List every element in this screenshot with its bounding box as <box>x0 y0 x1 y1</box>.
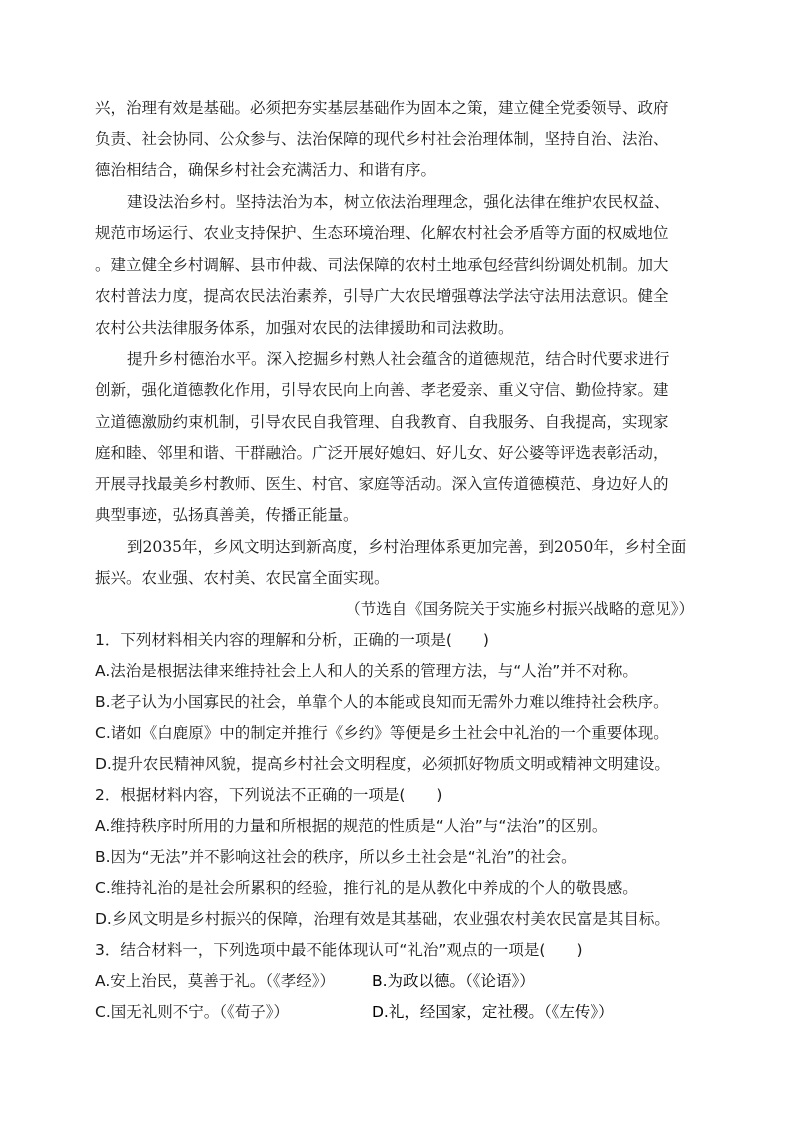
option-a: A.法治是根据法律来维持社会上人和人的关系的管理方法，与“人治”并不对称。 <box>95 662 638 680</box>
passage-line: 创新，强化道德教化作用，引导农民向上向善、孝老爱亲、重义守信、勤俭持家。建 <box>95 381 669 399</box>
passage-line: 到2035年，乡风文明达到新高度，乡村治理体系更加完善，到2050年，乡村全面 <box>127 538 687 556</box>
passage-line: 提升乡村德治水平。深入挖掘乡村熟人社会蕴含的道德规范，结合时代要求进行 <box>127 350 670 368</box>
question-stem: 3．结合材料一，下列选项中最不能体现认可“礼治”观点的一项是( ) <box>95 941 583 959</box>
passage-line: 德治相结合，确保乡村社会充满活力、和谐有序。 <box>95 161 437 179</box>
source-citation: （节选自《国务院关于实施乡村振兴战略的意见》） <box>345 600 694 618</box>
option-b: B.因为“无法”并不影响这社会的秩序，所以乡土社会是“礼治”的社会。 <box>95 848 577 866</box>
option-b: B.老子认为小国寡民的社会，单靠个人的本能或良知而无需外力难以维持社会秩序。 <box>95 693 669 711</box>
passage-line: 规范市场运行、农业支持保护、生态环境治理、化解农村社会矛盾等方面的权威地位 <box>95 224 669 242</box>
passage-line: 建设法治乡村。坚持法治为本，树立依法治理理念，强化法律在维护农民权益、 <box>127 193 670 211</box>
option-c: C.诸如《白鹿原》中的制定并推行《乡约》等便是乡土社会中礼治的一个重要体现。 <box>95 724 669 742</box>
option-b: B.为政以德。（《论语》） <box>372 972 535 990</box>
option-a: A.维持秩序时所用的力量和所根据的规范的性质是“人治”与“法治”的区别。 <box>95 817 608 835</box>
option-d: D.礼，经国家，定社稷。（《左传》） <box>372 1003 614 1021</box>
option-c: C.国无礼则不宁。（《荀子》） <box>95 1003 290 1021</box>
question-stem: 2．根据材料内容，下列说法不正确的一项是( ) <box>95 786 443 804</box>
passage-line: 农村普法力度，提高农民法治素养，引导广大农民增强尊法学法守法用法意识。健全 <box>95 287 669 305</box>
option-d: D.乡风文明是乡村振兴的保障，治理有效是其基础，农业强农村美农民富是其目标。 <box>95 910 670 928</box>
passage-line: 兴，治理有效是基础。必须把夯实基层基础作为固本之策，建立健全党委领导、政府 <box>95 99 669 117</box>
passage-line: 立道德激励约束机制，引导农民自我管理、自我教育、自我服务、自我提高，实现家 <box>95 413 669 431</box>
passage-line: 振兴。农业强、农村美、农民富全面实现。 <box>95 569 390 587</box>
option-d: D.提升农民精神风貌，提高乡村社会文明程度，必须抓好物质文明或精神文明建设。 <box>95 755 670 773</box>
passage-line: 农村公共法律服务体系，加强对农民的法律援助和司法救助。 <box>95 319 514 337</box>
passage-line: 典型事迹，弘扬真善美，传播正能量。 <box>95 506 359 524</box>
question-stem: 1．下列材料相关内容的理解和分析，正确的一项是( ) <box>95 631 489 649</box>
option-a: A.安上治民，莫善于礼。（《孝经》） <box>95 972 336 990</box>
passage-line: 。建立健全乡村调解、县市仲裁、司法保障的农村土地承包经营纠纷调处机制。加大 <box>95 256 669 274</box>
passage-line: 负责、社会协同、公众参与、法治保障的现代乡村社会治理体制，坚持自治、法治、 <box>95 130 669 148</box>
option-c: C.维持礼治的是社会所累积的经验，推行礼的是从教化中养成的个人的敬畏感。 <box>95 879 638 897</box>
passage-line: 庭和睦、邻里和谐、干群融洽。广泛开展好媳妇、好儿女、好公婆等评选表彰活动， <box>95 444 669 462</box>
passage-line: 开展寻找最美乡村教师、医生、村官、家庭等活动。深入宣传道德模范、身边好人的 <box>95 475 669 493</box>
